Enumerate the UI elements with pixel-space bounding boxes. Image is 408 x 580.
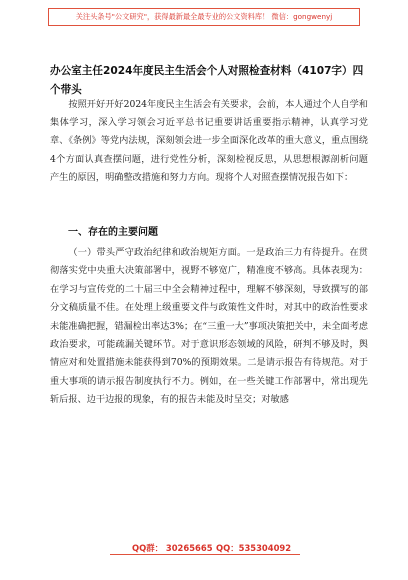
footer-qq-group: QQ群： 30265665: [132, 543, 213, 553]
section-paragraph: （一）带头严守政治纪律和政治规矩方面。一是政治三力有待提升。在贯彻落实党中央重大决策部署中，视野不够宽广，精准度不够高。具体表现为：在学习与宣传党的二十届三中全会精神过程中，理解不够深刻，导致撰写的部分文稿质量不佳。在处理上级重要文件与政策性文件时，对其中的政治性要求未能准确把握，错漏检出率达3%；在“三重一大”事项决策把关中，未全面考虑政治要求，可能疏漏关键环节。对于意识形态领域的风险，研判不够及时，舆情应对和处置措施未能获得到70%的预期效果。二是请示报告有待规范。对于重大事项的请示报告制度执行不力。例如，在一些关键工作部署中，常出现先斩后报、边干边报的现象，有的报告未能及时呈交；对敏感: [50, 247, 368, 406]
header-banner: 关注头条号"公文研究"，获得最新最全最专业的公文资料库！ 微信：gongwenyj: [48, 8, 360, 26]
document-title: 办公室主任2024年度民主生活会个人对照检查材料（4107字）四个带头: [50, 65, 364, 96]
section-heading: 一、存在的主要问题: [68, 227, 158, 238]
footer-underline: [110, 554, 300, 555]
footer-qq-contact: QQ：535304092: [216, 543, 292, 553]
intro-paragraph: 按照开好开好2024年度民主生活会有关要求，会前，本人通过个人自学和集体学习，深入学习领会习近平总书记重要讲话重要指示精神，认真学习党章、《条例》等党内法规，深刻领会进一步全面深化改革的重大意义，重点围绕4个方面认真查摆问题，进行党性分析，深刻检视反思，从思想根源剖析问题产生的原因，明确整改措施和努力方向。现将个人对照查摆情况报告如下：: [50, 99, 368, 183]
